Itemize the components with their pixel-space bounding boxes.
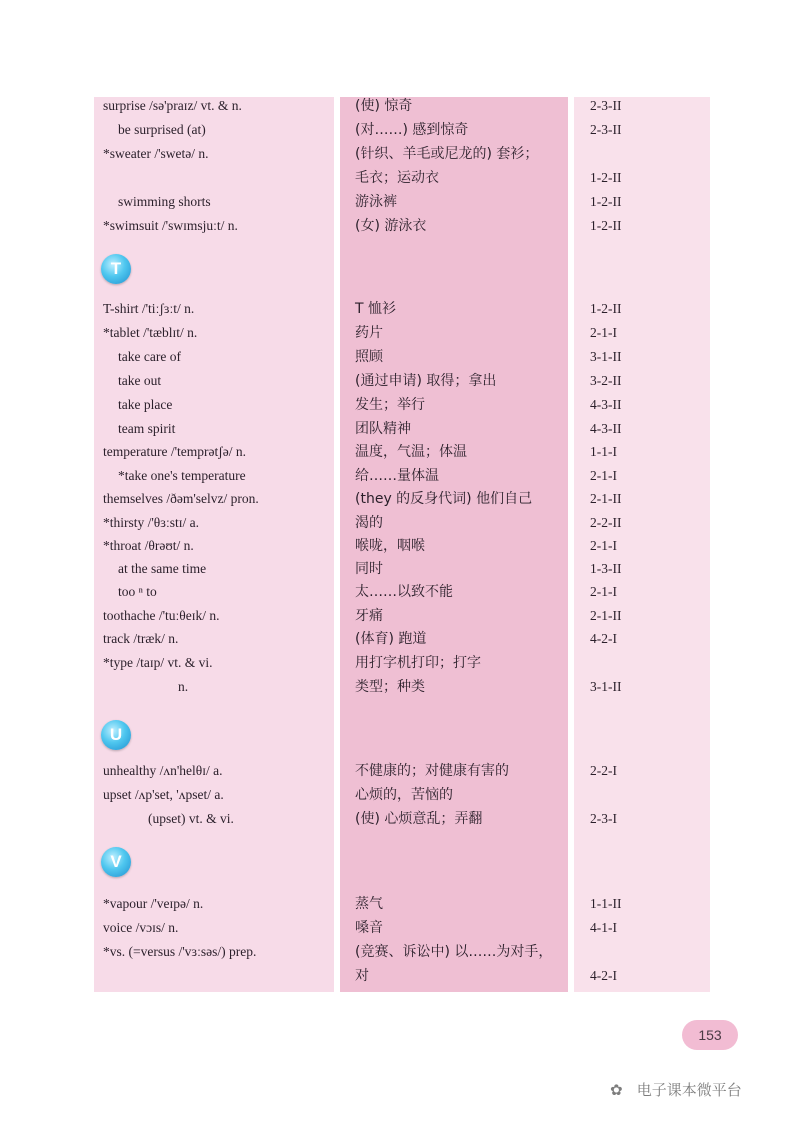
watermark-text: 电子课本微平台 xyxy=(636,1081,742,1099)
entry-row xyxy=(0,214,800,238)
entry-meaning: 蒸气 xyxy=(355,896,383,912)
entry-row xyxy=(0,807,800,831)
entry-unit: 2-1-II xyxy=(590,491,622,506)
entry-meaning: 同时 xyxy=(355,561,383,577)
entry-row xyxy=(0,511,800,535)
entry-meaning: 太……以致不能 xyxy=(355,584,453,600)
entry-unit: 2-1-I xyxy=(590,325,617,340)
entry-row xyxy=(0,651,800,675)
entry-row xyxy=(0,166,800,190)
entry-meaning: 游泳裤 xyxy=(355,194,397,210)
entry-unit: 4-3-II xyxy=(590,397,622,412)
entry-meaning: (竞赛、诉讼中) 以……为对手， xyxy=(355,944,553,960)
entry-unit: 2-1-I xyxy=(590,468,617,483)
entry-unit: 4-2-I xyxy=(590,968,617,983)
entry-word: temperature /'temprətʃə/ n. xyxy=(103,444,246,459)
entry-row xyxy=(0,94,800,118)
entry-row xyxy=(0,916,800,940)
entry-meaning: 不健康的；对健康有害的 xyxy=(355,763,509,779)
entry-unit: 2-3-II xyxy=(590,122,622,137)
entry-row xyxy=(0,118,800,142)
entry-word: toothache /'tuːθeɪk/ n. xyxy=(103,608,220,623)
entry-unit: 1-3-II xyxy=(590,561,622,576)
entry-unit: 2-1-I xyxy=(590,538,617,553)
entry-word: *sweater /'swetə/ n. xyxy=(103,146,209,161)
entry-row xyxy=(0,940,800,964)
entry-meaning: (使) 惊奇 xyxy=(355,98,413,114)
entry-unit: 1-2-II xyxy=(590,170,622,185)
entry-word: take out xyxy=(118,373,162,388)
entry-row xyxy=(0,557,800,581)
entry-meaning: 喉咙，咽喉 xyxy=(355,538,425,554)
entry-row xyxy=(0,440,800,464)
entry-row xyxy=(0,759,800,783)
entry-meaning: (女) 游泳衣 xyxy=(355,218,427,234)
entry-word: *thirsty /'θɜːstɪ/ a. xyxy=(103,515,199,530)
entry-word: swimming shorts xyxy=(118,194,211,209)
entry-meaning: 嗓音 xyxy=(355,920,383,936)
entry-meaning: 对 xyxy=(355,968,369,984)
entry-word: track /træk/ n. xyxy=(103,631,179,646)
entry-word: (upset) vt. & vi. xyxy=(148,811,234,826)
entry-row xyxy=(0,345,800,369)
entry-word: n. xyxy=(178,679,189,694)
entry-unit: 2-3-II xyxy=(590,98,622,113)
entry-row xyxy=(0,534,800,558)
entry-meaning: 药片 xyxy=(355,325,383,341)
page-number: 153 xyxy=(682,1020,738,1050)
entry-unit: 1-2-II xyxy=(590,194,622,209)
entry-row xyxy=(0,604,800,628)
entry-word: take place xyxy=(118,397,173,412)
entry-meaning: 发生；举行 xyxy=(355,397,425,413)
entry-meaning: 类型；种类 xyxy=(355,679,425,695)
entry-word: T-shirt /'tiːʃɜːt/ n. xyxy=(103,301,195,316)
wechat-icon: ✿ xyxy=(610,1081,623,1099)
entry-unit: 1-2-II xyxy=(590,218,622,233)
entry-unit: 4-2-I xyxy=(590,631,617,646)
entry-meaning: 渴的 xyxy=(355,515,383,531)
entry-meaning: 团队精神 xyxy=(355,421,411,437)
entry-unit: 2-2-II xyxy=(590,515,622,530)
entry-unit: 2-1-II xyxy=(590,608,622,623)
entry-row xyxy=(0,417,800,441)
entry-meaning: (体育) 跑道 xyxy=(355,631,427,647)
entry-unit: 3-1-II xyxy=(590,679,622,694)
entry-unit: 1-1-I xyxy=(590,444,617,459)
entry-word: at the same time xyxy=(118,561,207,576)
watermark xyxy=(610,1077,780,1103)
entry-unit: 4-1-I xyxy=(590,920,617,935)
entry-word: too ⁿ to xyxy=(118,584,157,599)
entry-row xyxy=(0,297,800,321)
entry-meaning: 用打字机打印；打字 xyxy=(355,655,481,671)
entry-meaning: 给……量体温 xyxy=(355,468,439,484)
entry-unit: 1-1-II xyxy=(590,896,622,911)
entry-meaning: 心烦的，苦恼的 xyxy=(355,787,453,803)
entry-meaning: 温度，气温；体温 xyxy=(355,444,467,460)
entry-word: upset /ʌp'set, 'ʌpset/ a. xyxy=(103,787,224,802)
entry-word: team spirit xyxy=(118,421,176,436)
entry-word: *tablet /'tæblɪt/ n. xyxy=(103,325,198,340)
entry-row xyxy=(0,487,800,511)
entry-word: *vapour /'veɪpə/ n. xyxy=(103,896,204,911)
entry-meaning: (使) 心烦意乱；弄翻 xyxy=(355,811,483,827)
entry-word: unhealthy /ʌn'helθɪ/ a. xyxy=(103,763,223,778)
entry-row xyxy=(0,675,800,699)
entry-word: voice /vɔɪs/ n. xyxy=(103,920,179,935)
entry-row xyxy=(0,783,800,807)
entry-meaning: T 恤衫 xyxy=(355,301,397,317)
entry-row xyxy=(0,142,800,166)
entry-unit: 3-1-II xyxy=(590,349,622,364)
section-letter-v: V xyxy=(101,847,131,877)
entry-word: *swimsuit /'swɪmsjuːt/ n. xyxy=(103,218,238,233)
entry-row xyxy=(0,190,800,214)
entry-unit: 3-2-II xyxy=(590,373,622,388)
entry-meaning: (针织、羊毛或尼龙的) 套衫； xyxy=(355,146,539,162)
entry-row xyxy=(0,892,800,916)
entry-row xyxy=(0,580,800,604)
entry-row xyxy=(0,321,800,345)
entry-meaning: 毛衣；运动衣 xyxy=(355,170,439,186)
entry-word: *take one's temperature xyxy=(118,468,246,483)
entry-meaning: (they 的反身代词) 他们自己 xyxy=(355,491,533,507)
entry-word: be surprised (at) xyxy=(118,122,206,137)
entry-meaning: (对……) 感到惊奇 xyxy=(355,122,469,138)
entry-row xyxy=(0,369,800,393)
entry-word: *vs. (=versus /'vɜːsəs/) prep. xyxy=(103,944,257,959)
entry-word: take care of xyxy=(118,349,181,364)
section-letter-t: T xyxy=(101,254,131,284)
entry-unit: 1-2-II xyxy=(590,301,622,316)
entry-row xyxy=(0,627,800,651)
entry-meaning: 牙痛 xyxy=(355,608,383,624)
entry-unit: 2-2-I xyxy=(590,763,617,778)
entry-row xyxy=(0,464,800,488)
entry-word: themselves /ðəm'selvz/ pron. xyxy=(103,491,259,506)
section-letter-u: U xyxy=(101,720,131,750)
entry-meaning: (通过申请) 取得；拿出 xyxy=(355,373,497,389)
entry-meaning: 照顾 xyxy=(355,349,383,365)
entry-word: *type /taɪp/ vt. & vi. xyxy=(103,655,213,670)
entry-row xyxy=(0,964,800,988)
entry-word: surprise /sə'praɪz/ vt. & n. xyxy=(103,98,242,113)
entry-unit: 2-3-I xyxy=(590,811,617,826)
entry-row xyxy=(0,393,800,417)
entry-unit: 2-1-I xyxy=(590,584,617,599)
entry-word: *throat /θrəʊt/ n. xyxy=(103,538,194,553)
entry-unit: 4-3-II xyxy=(590,421,622,436)
